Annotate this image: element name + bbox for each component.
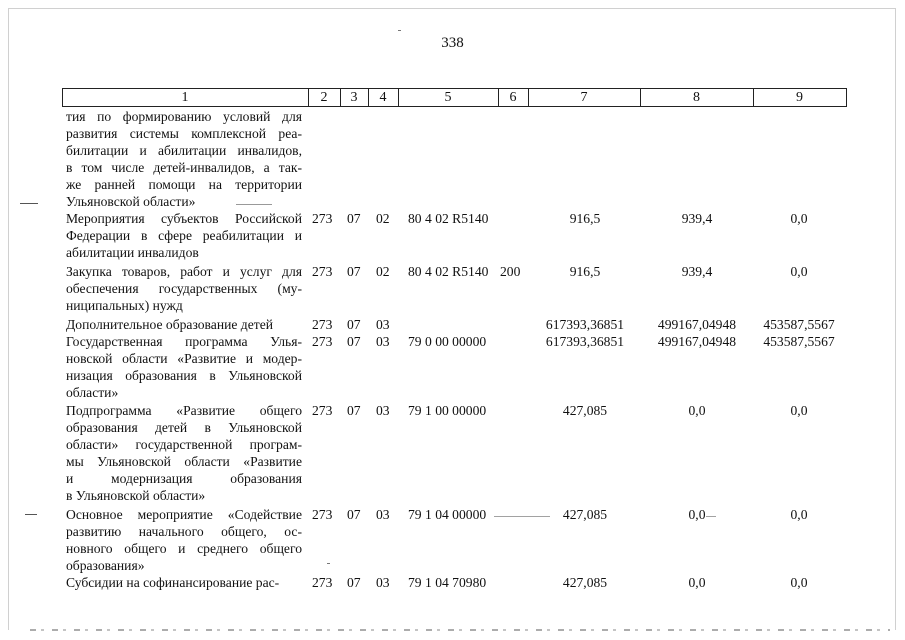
cell-amount-year-1: 617393,36851 — [545, 317, 625, 332]
cell-amount-year-1: 427,085 — [562, 507, 608, 522]
cell-amount-year-3: 0,0 — [790, 264, 808, 279]
header-cell-1: 1 — [181, 90, 189, 105]
cell-target-article: 80 4 02 R5140 — [408, 264, 489, 279]
header-cell-7: 7 — [580, 90, 588, 105]
cell-amount-year-1: 916,5 — [569, 211, 601, 226]
cell-amount-year-2: 0,0 — [688, 403, 706, 418]
row-description-line: же ранней помощи на территории — [66, 177, 302, 192]
row-description-line: Основное мероприятие «Содействие — [66, 507, 302, 522]
row-description-line: Подпрограмма «Развитие общего — [66, 403, 302, 418]
cell-ministry-code: 273 — [312, 334, 333, 349]
cell-expense-type: 200 — [500, 264, 521, 279]
row-description-line: тия по формированию условий для — [66, 109, 302, 124]
cell-amount-year-1: 916,5 — [569, 264, 601, 279]
cell-subsection-code: 02 — [376, 211, 390, 226]
cell-amount-year-1: 617393,36851 — [545, 334, 625, 349]
row-description-line: в том числе детей-инвалидов, а так- — [66, 160, 302, 175]
cell-amount-year-2: 939,4 — [681, 211, 713, 226]
header-cell-9: 9 — [796, 90, 803, 105]
row-description-line: мы Ульяновской области «Развитие — [66, 454, 302, 469]
cell-target-article: 79 1 00 00000 — [408, 403, 487, 418]
cell-section-code: 07 — [347, 403, 361, 418]
cell-section-code: 07 — [347, 334, 361, 349]
cell-amount-year-2: 939,4 — [681, 264, 713, 279]
header-cell-3: 3 — [350, 90, 358, 105]
cell-amount-year-3: 0,0 — [790, 507, 808, 522]
cell-target-article: 79 1 04 70980 — [408, 575, 487, 590]
header-cell-5: 5 — [444, 90, 452, 105]
row-description-line: Субсидии на софинансирование рас- — [66, 575, 280, 590]
row-description-line: абилитации инвалидов — [66, 245, 199, 260]
cell-amount-year-3: 0,0 — [790, 211, 808, 226]
row-description-line: Государственная программа Улья- — [66, 334, 302, 349]
row-description-line: образования» — [66, 558, 145, 573]
cell-amount-year-3: 0,0 — [790, 575, 808, 590]
cell-section-code: 07 — [347, 264, 361, 279]
row-description-line: области» — [66, 385, 119, 400]
cell-section-code: 07 — [347, 211, 361, 226]
cell-ministry-code: 273 — [312, 575, 333, 590]
scan-mark — [20, 203, 38, 204]
cell-subsection-code: 03 — [376, 507, 390, 522]
scan-mark — [494, 516, 550, 517]
cell-subsection-code: 03 — [376, 403, 390, 418]
row-description-line: Федерации в сфере реабилитации и — [66, 228, 302, 243]
scan-speck — [398, 30, 401, 31]
cell-subsection-code: 03 — [376, 575, 390, 590]
row-description-line: новской области «Развитие и модер- — [66, 351, 302, 366]
cell-ministry-code: 273 — [312, 264, 333, 279]
row-description-line: развития системы комплексной реа- — [66, 126, 302, 141]
cell-subsection-code: 03 — [376, 334, 390, 349]
scan-speck — [327, 563, 330, 564]
cell-amount-year-3: 453587,5567 — [763, 334, 835, 349]
row-description-line: Дополнительное образование детей — [66, 317, 274, 332]
row-description-line: области» государственной програм- — [66, 437, 302, 452]
cell-section-code: 07 — [347, 575, 361, 590]
cell-section-code: 07 — [347, 507, 361, 522]
row-description-line: развитию начального общего, ос- — [66, 524, 302, 539]
row-description-line: Ульяновской области» — [66, 194, 196, 209]
cell-amount-year-3: 453587,5567 — [763, 317, 835, 332]
cell-amount-year-3: 0,0 — [790, 403, 808, 418]
row-description-line: Закупка товаров, работ и услуг для — [66, 264, 302, 279]
page-number: 338 — [441, 35, 464, 51]
row-description-line: низация образования в Ульяновской — [66, 368, 302, 383]
cell-amount-year-2: 499167,04948 — [657, 317, 737, 332]
cell-amount-year-1: 427,085 — [562, 575, 608, 590]
scan-mark — [25, 514, 37, 515]
cell-amount-year-2: 499167,04948 — [657, 334, 737, 349]
cell-target-article: 80 4 02 R5140 — [408, 211, 489, 226]
cell-ministry-code: 273 — [312, 403, 333, 418]
row-description-line: в Ульяновской области» — [66, 488, 206, 503]
header-bottom-border — [62, 106, 847, 107]
cell-ministry-code: 273 — [312, 507, 333, 522]
row-description-line: и модернизация образования — [66, 471, 302, 486]
cell-ministry-code: 273 — [312, 211, 333, 226]
cell-ministry-code: 273 — [312, 317, 333, 332]
row-description-line: билитации и абилитации инвалидов, — [66, 143, 302, 158]
cell-subsection-code: 03 — [376, 317, 390, 332]
cell-subsection-code: 02 — [376, 264, 390, 279]
cell-amount-year-2: 0,0 — [688, 575, 706, 590]
header-cell-2: 2 — [320, 90, 328, 105]
header-cell-4: 4 — [379, 90, 387, 105]
scan-mark — [706, 516, 716, 517]
cell-target-article: 79 0 00 00000 — [408, 334, 487, 349]
scan-bottom-edge — [30, 629, 890, 631]
row-description-line: новного общего и среднего общего — [66, 541, 302, 556]
header-column-divider — [846, 88, 847, 107]
row-description-line: Мероприятия субъектов Российской — [66, 211, 302, 226]
cell-target-article: 79 1 04 00000 — [408, 507, 487, 522]
row-description-line: обеспечения государственных (му- — [66, 281, 302, 296]
cell-section-code: 07 — [347, 317, 361, 332]
row-description-line: ниципальных) нужд — [66, 298, 183, 313]
scan-mark — [236, 204, 272, 205]
header-cell-8: 8 — [693, 90, 700, 105]
cell-amount-year-2: 0,0 — [688, 507, 706, 522]
row-description-line: образования детей в Ульяновской — [66, 420, 302, 435]
cell-amount-year-1: 427,085 — [562, 403, 608, 418]
header-cell-6: 6 — [509, 90, 517, 105]
